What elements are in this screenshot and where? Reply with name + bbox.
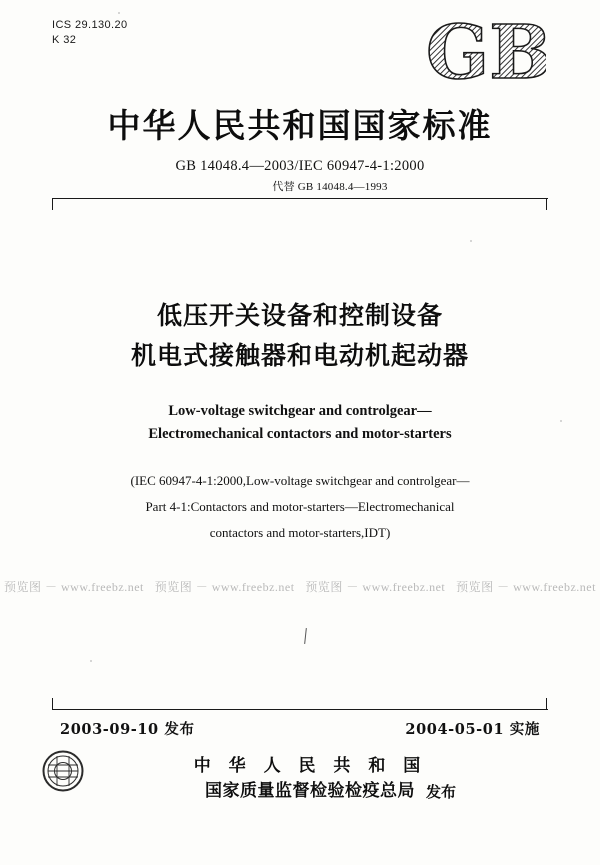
divider-bottom-tick-right: [546, 698, 547, 710]
effective-date: 2004-05-01 实施: [405, 721, 540, 738]
national-standard-title: 中华人民共和国国家标准: [107, 106, 493, 145]
ics-code: ICS 29.130.20: [52, 19, 128, 31]
svg-text:GB: GB: [426, 14, 546, 94]
scan-artifact: [304, 628, 307, 644]
divider-top-tick-right: [546, 198, 547, 210]
watermark-text: 预览图 － www.freebz.net: [4, 580, 144, 594]
issuer-line-2: 国家质量监督检验检疫总局: [205, 781, 415, 801]
paper-speckle: [560, 420, 562, 422]
issuing-authority: [100, 754, 520, 804]
standard-replaces: 代替 GB 14048.4—1993: [272, 181, 388, 193]
idt-equivalence-note: [60, 468, 540, 546]
divider-top-tick-left: [52, 198, 53, 210]
paper-speckle: [90, 660, 92, 662]
watermark-row: [0, 578, 600, 595]
publish-label: 发布: [426, 783, 457, 801]
watermark-text: 预览图 － www.freebz.net: [305, 580, 446, 594]
paper-speckle: [470, 240, 472, 242]
title-cn-line-1: 低压开关设备和控制设备: [156, 301, 443, 330]
divider-bottom: [52, 709, 548, 710]
gb-emblem-icon: [426, 14, 546, 94]
category-code: K 32: [52, 34, 77, 46]
document-title-english: [0, 400, 600, 446]
title-cn-line-2: 机电式接触器和电动机起动器: [130, 341, 469, 370]
watermark-text: 预览图 － www.freebz.net: [456, 580, 596, 594]
standard-number: GB 14048.4—2003/IEC 60947-4-1:2000: [175, 158, 425, 174]
divider-top: [52, 198, 548, 199]
national-emblem-seal-icon: [42, 750, 84, 792]
watermark-text: 预览图 － www.freebz.net: [154, 580, 295, 594]
idt-note-line-1: (IEC 60947-4-1:2000,Low-voltage switchgear and controlgear—: [130, 473, 470, 488]
classification-codes: [52, 18, 128, 48]
divider-bottom-tick-left: [52, 698, 53, 710]
paper-speckle: [118, 12, 120, 14]
document-title-chinese: [0, 296, 600, 376]
title-en-line-2: Electromechanical contactors and motor-starters: [148, 426, 452, 442]
idt-note-line-3: contactors and motor-starters,IDT): [209, 525, 391, 540]
issue-date: 2003-09-10 发布: [60, 721, 195, 738]
idt-note-line-2: Part 4-1:Contactors and motor-starters—Electromechanical: [145, 499, 455, 514]
issuer-line-1: 中 华 人 民 共 和 国: [193, 756, 427, 776]
title-en-line-1: Low-voltage switchgear and controlgear—: [168, 403, 432, 419]
